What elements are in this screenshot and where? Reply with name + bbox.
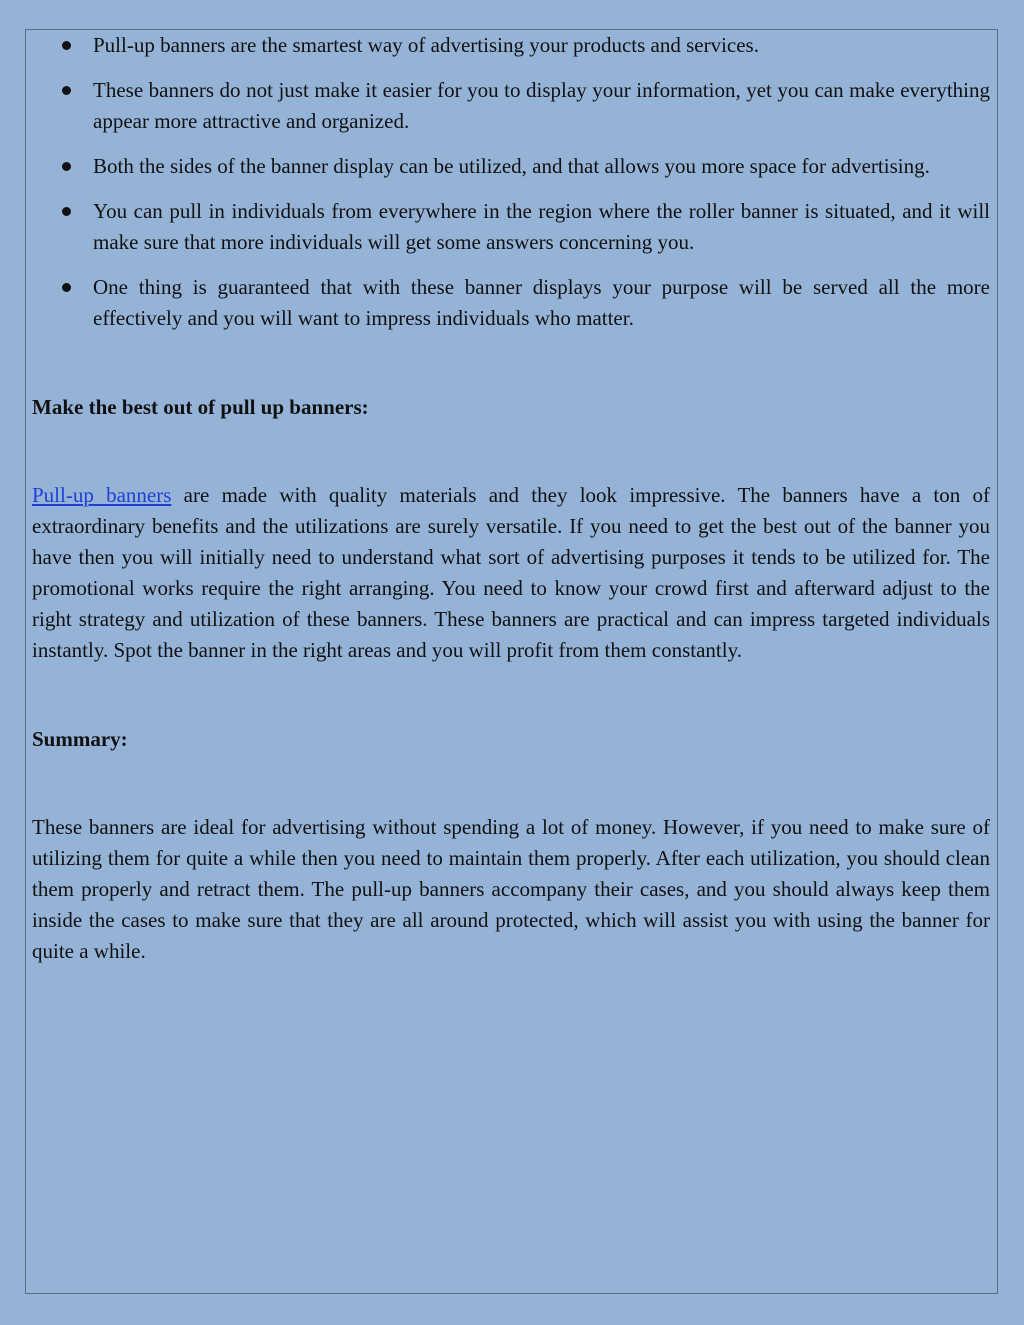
bullet-dot-icon — [62, 207, 71, 216]
section-heading-summary: Summary: — [32, 727, 128, 751]
bullet-item — [32, 75, 990, 137]
pull-up-banners-link[interactable]: Pull-up banners — [32, 483, 172, 507]
bullet-text: Both the sides of the banner display can be utilized, and that allows you more space for advertising. — [93, 154, 930, 178]
section-heading-best: Make the best out of pull up banners: — [32, 395, 369, 419]
bullet-dot-icon — [62, 41, 71, 50]
bullet-dot-icon — [62, 283, 71, 292]
bullet-item — [32, 196, 990, 258]
paragraph-body: are made with quality materials and they look impressive. The banners have a ton of extraordinary benefits and the utilizations are surely versatile. If you need to get the best out of the banner you have then you will initially need to understand what sort of advertising purposes it tends to be utilized for. The promotional works require the right arranging. You need to know your crowd first and afterward adjust to the right strategy and utilization of these banners. These banners are practical and can impress targeted individuals instantly. Spot the banner in the right areas and you will profit from them constantly. — [32, 483, 990, 662]
bullet-text: These banners do not just make it easier for you to display your information, yet you can make everything appear more attractive and organized. — [93, 78, 990, 133]
bullet-item — [32, 30, 990, 61]
bullet-text: One thing is guaranteed that with these banner displays your purpose will be served all the more effectively and you will want to impress individuals who matter. — [93, 275, 990, 330]
bullet-text: You can pull in individuals from everywhere in the region where the roller banner is situated, and it will make sure that more individuals will get some answers concerning you. — [93, 199, 990, 254]
bullet-item — [32, 272, 990, 334]
bullet-text: Pull-up banners are the smartest way of advertising your products and services. — [93, 33, 759, 57]
bullet-list — [32, 30, 990, 334]
bullet-dot-icon — [62, 86, 71, 95]
bullet-item — [32, 151, 990, 182]
section-paragraph-summary: These banners are ideal for advertising without spending a lot of money. However, if you need to make sure of utilizing them for quite a while then you need to maintain them properly. After each utilization, you should clean them properly and retract them. The pull-up banners accompany their cases, and you should always keep them inside the cases to make sure that they are all around protected, which will assist you with using the banner for quite a while. — [32, 815, 990, 963]
section-paragraph-best — [32, 480, 990, 666]
bullet-dot-icon — [62, 162, 71, 171]
document-content — [32, 30, 990, 967]
